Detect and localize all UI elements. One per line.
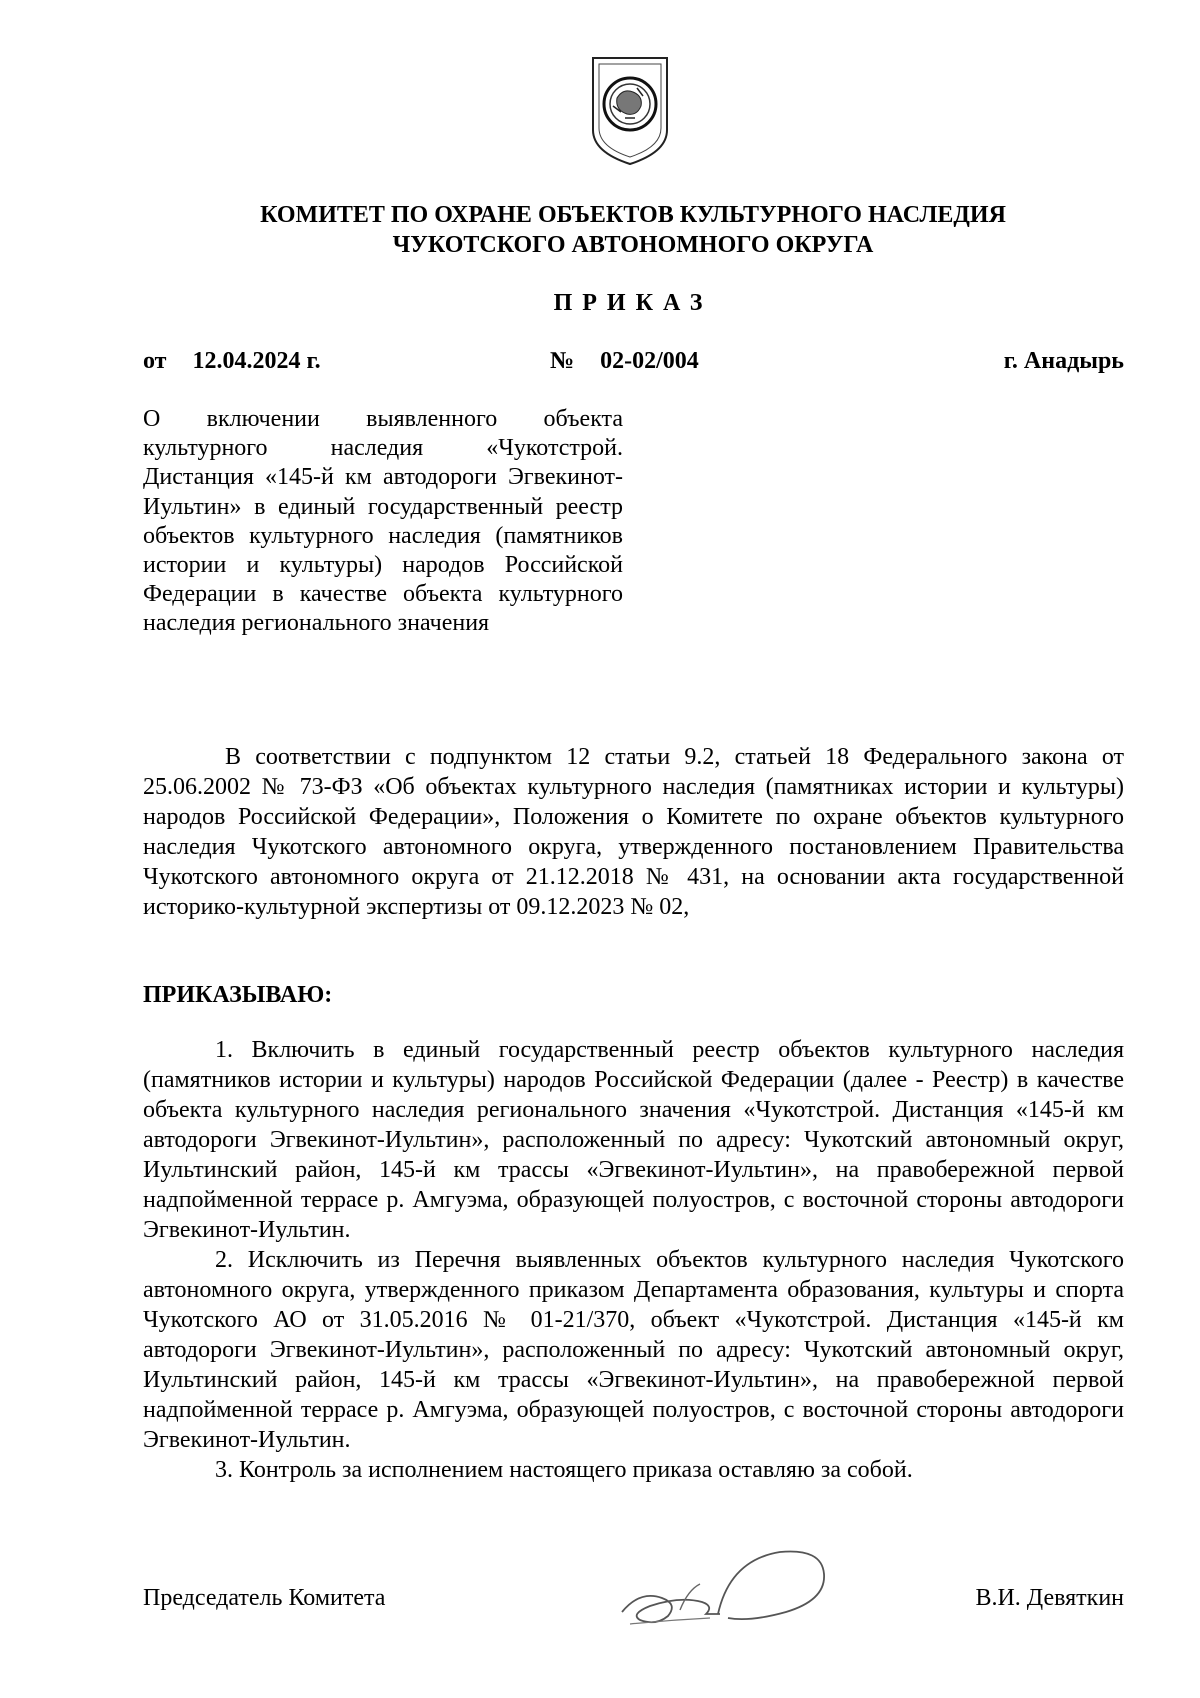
signatory-title: Председатель Комитета	[143, 1585, 386, 1611]
order-word: ПРИКАЗЫВАЮ:	[143, 982, 333, 1008]
date-prefix: от	[143, 348, 167, 374]
order-subject: О включении выявленного объекта культурного наследия «Чукотстрой. Дистанция «145-й км автодороги Эгвекинот-Иультин» в единый государственный реестр объектов культурного наследия (памятников истории и культуры) народов Российской Федерации в качестве объекта культурного наследия регионального значения	[143, 406, 623, 637]
order-item-1: 1. Включить в единый государственный реестр объектов культурного наследия (памятников истории и культуры) народов Российской Федерации (далее - Реестр) в качестве объекта культурного наследия регионального значения «Чукотстрой. Дистанция «145-й км автодороги Эгвекинот-Иультин», расположенный по адресу: Чукотский автономный округ, Иультинский район, 145-й км трассы «Эгвекинот-Иультин», на правобережной первой надпойменной террасе р. Амгуэма, образующей полуостров, с восточной стороны автодороги Эгвекинот-Иультин.	[143, 1037, 1124, 1243]
preamble	[143, 742, 1124, 922]
organization-header	[143, 200, 1123, 260]
coat-of-arms-icon	[585, 52, 675, 170]
signatory-name: В.И. Девяткин	[975, 1585, 1124, 1611]
order-items	[143, 1035, 1124, 1485]
order-item-3: 3. Контроль за исполнением настоящего приказа оставляю за собой.	[215, 1457, 913, 1483]
order-number: 02-02/004	[600, 348, 699, 374]
number-sign: №	[550, 348, 575, 374]
document-type: ПРИКАЗ	[553, 290, 713, 316]
number-field	[550, 348, 699, 382]
header-line-1: КОМИТЕТ ПО ОХРАНЕ ОБЪЕКТОВ КУЛЬТУРНОГО НАСЛЕДИЯ	[260, 202, 1006, 228]
date-field	[143, 348, 321, 382]
preamble-text: В соответствии с подпунктом 12 статьи 9.2, статьей 18 Федерального закона от 25.06.2002 № 73-ФЗ «Об объектах культурного наследия (памятниках истории и культуры) народов Российской Федерации», Положения о Комитете по охране объектов культурного наследия Чукотского автономного округа, утвержденного постановлением Правительства Чукотского автономного округа от 21.12.2018 № 431, на основании акта государственной историко-культурной экспертизы от 09.12.2023 № 02,	[143, 744, 1124, 920]
place-field: г. Анадырь	[1003, 348, 1124, 374]
header-line-2: ЧУКОТСКОГО АВТОНОМНОГО ОКРУГА	[392, 232, 874, 258]
order-date: 12.04.2024 г.	[192, 348, 321, 374]
handwritten-signature-icon	[610, 1540, 840, 1640]
order-item-2: 2. Исключить из Перечня выявленных объектов культурного наследия Чукотского автономного округа, утвержденного приказом Департамента образования, культуры и спорта Чукотского АО от 31.05.2016 № 01-21/370, объект «Чукотстрой. Дистанция «145-й км автодороги Эгвекинот-Иультин», расположенный по адресу: Чукотский автономный округ, Иультинский район, 145-й км трассы «Эгвекинот-Иультин», на правобережной первой надпойменной террасе р. Амгуэма, образующей полуостров, с восточной стороны автодороги Эгвекинот-Иультин.	[143, 1247, 1124, 1453]
